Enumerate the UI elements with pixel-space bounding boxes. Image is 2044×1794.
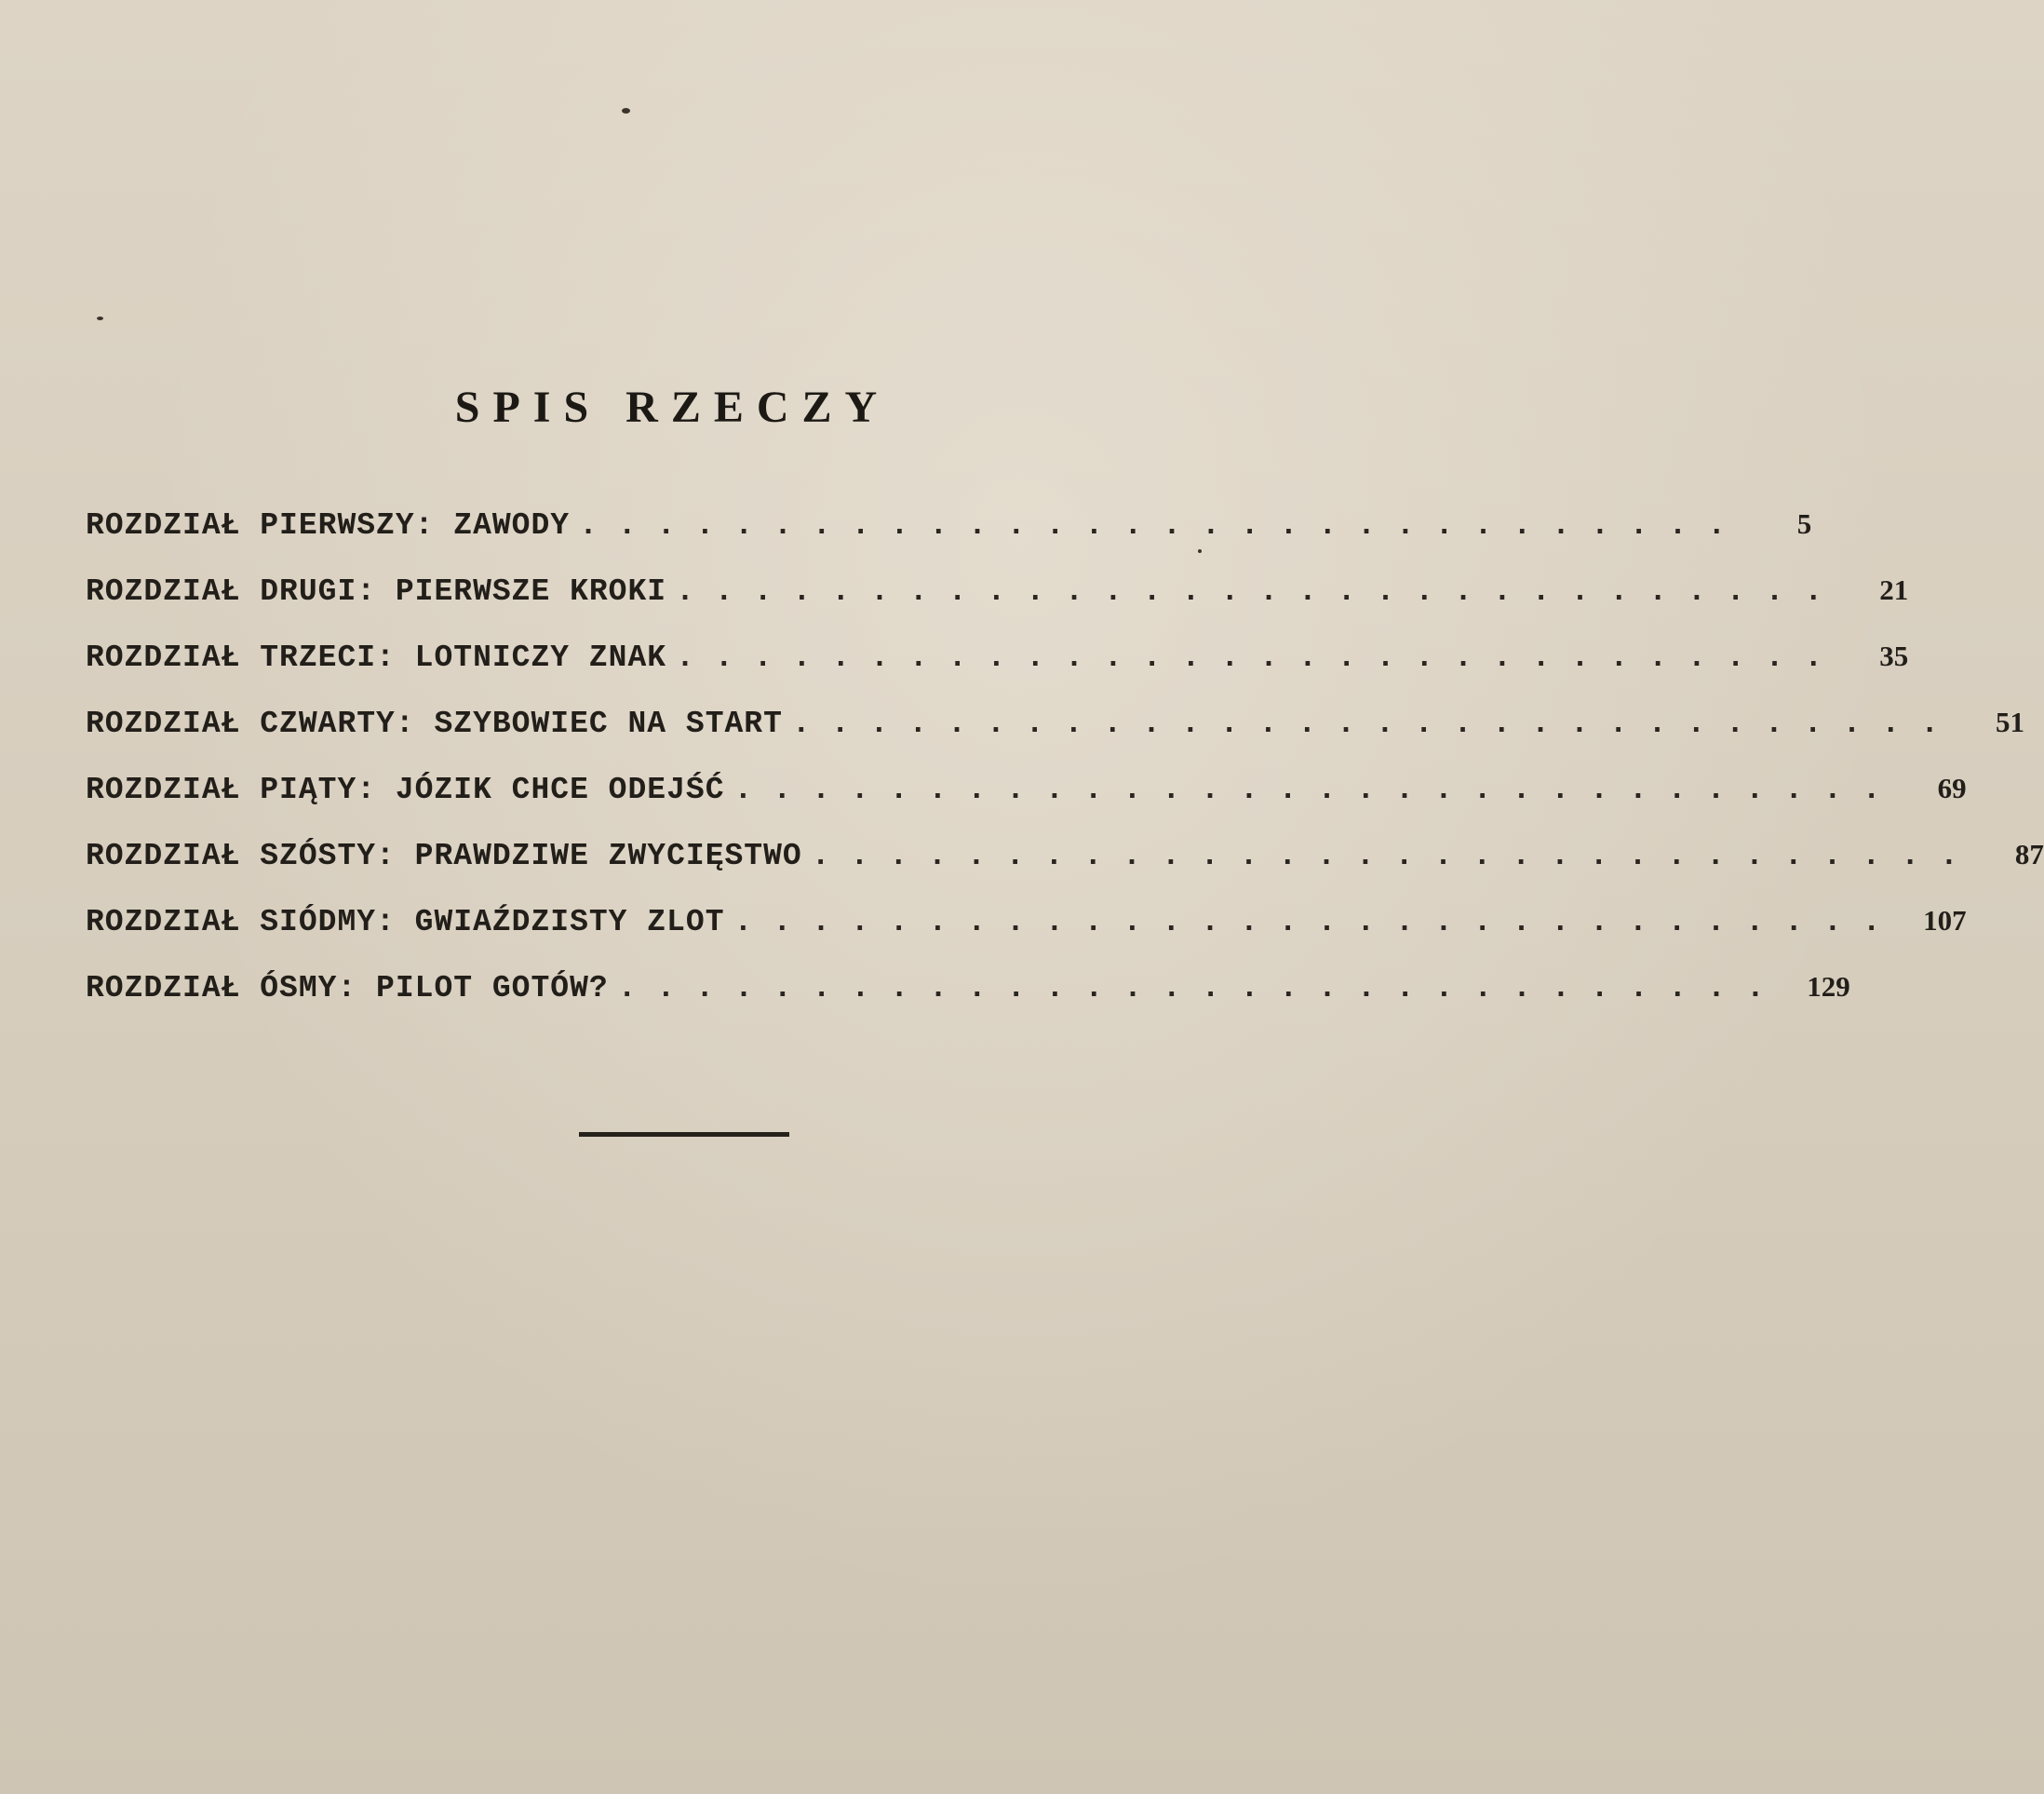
chapter-title: ROZDZIAŁ ÓSMY: PILOT GOTÓW?	[86, 971, 609, 1005]
dot-leader: ..............................	[791, 707, 1960, 741]
chapter-title: ROZDZIAŁ PIERWSZY: ZAWODY	[86, 508, 571, 543]
paper-speck	[622, 108, 630, 114]
toc-entry	[86, 507, 1812, 573]
toc-entry	[86, 904, 1967, 970]
dot-leader: ..............................	[579, 508, 1747, 543]
page-number: 21	[1879, 573, 1909, 606]
toc-entry	[86, 838, 2044, 904]
toc-entry	[86, 640, 1909, 706]
toc-entry	[86, 970, 1850, 1036]
toc-entry	[86, 772, 1967, 838]
paper-speck	[97, 317, 103, 320]
toc-entry	[86, 573, 1909, 640]
dot-leader: ..............................	[676, 641, 1844, 675]
page-number: 107	[1923, 904, 1967, 937]
page-number: 5	[1796, 507, 1812, 540]
chapter-title: ROZDZIAŁ SZÓSTY: PRAWDZIWE ZWYCIĘSTWO	[86, 839, 802, 873]
dot-leader: ..............................	[676, 574, 1844, 609]
page-number: 69	[1937, 772, 1967, 804]
chapter-title: ROZDZIAŁ PIĄTY: JÓZIK CHCE ODEJŚĆ	[86, 773, 725, 807]
chapter-title: ROZDZIAŁ SIÓDMY: GWIAŹDZISTY ZLOT	[86, 905, 725, 939]
dot-leader: ..............................	[617, 971, 1785, 1005]
page-number: 129	[1807, 970, 1850, 1003]
dot-leader: ..............................	[811, 839, 1979, 873]
page-number: 87	[2014, 838, 2044, 870]
dot-leader: ..............................	[733, 905, 1902, 939]
page-number: 35	[1879, 640, 1909, 672]
dot-leader: ..............................	[733, 773, 1902, 807]
toc-entry	[86, 706, 2025, 772]
page-number: 51	[1996, 706, 2025, 738]
chapter-title: ROZDZIAŁ TRZECI: LOTNICZY ZNAK	[86, 641, 667, 675]
chapter-title: ROZDZIAŁ DRUGI: PIERWSZE KROKI	[86, 574, 667, 609]
table-of-contents	[86, 507, 2044, 1036]
closing-rule	[579, 1132, 789, 1137]
page-title: SPIS RZECZY	[454, 383, 891, 432]
chapter-title: ROZDZIAŁ CZWARTY: SZYBOWIEC NA START	[86, 707, 783, 741]
